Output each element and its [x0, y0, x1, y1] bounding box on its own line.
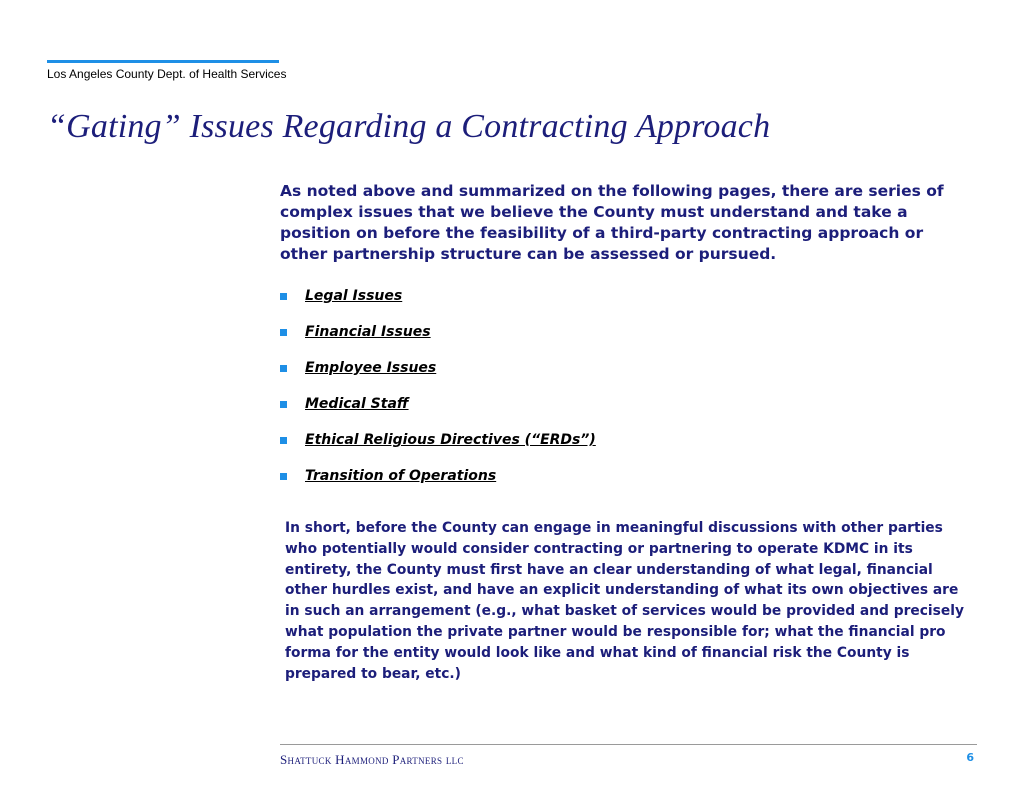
issue-link-erds[interactable]: Ethical Religious Directives (“ERDs”)	[305, 432, 596, 448]
square-bullet-icon	[280, 401, 287, 408]
issue-item-legal	[280, 278, 596, 314]
intro-paragraph: As noted above and summarized on the following pages, there are series of complex issues that we believe the County must understand and take a position on before the feasibility of a third-party contracting approach or other partnership structure can be assessed or pursued.	[280, 182, 944, 263]
issue-item-employee	[280, 350, 596, 386]
issue-item-financial	[280, 314, 596, 350]
square-bullet-icon	[280, 293, 287, 300]
issue-link-financial[interactable]: Financial Issues	[305, 324, 431, 340]
firm-name: Shattuck Hammond Partners llc	[280, 752, 464, 767]
issue-item-medical-staff	[280, 386, 596, 422]
issue-link-employee[interactable]: Employee Issues	[305, 360, 437, 376]
square-bullet-icon	[280, 329, 287, 336]
issue-item-transition	[280, 458, 596, 494]
organization-name: Los Angeles County Dept. of Health Services	[47, 67, 287, 81]
issue-link-legal[interactable]: Legal Issues	[305, 288, 403, 304]
issue-list	[280, 278, 596, 494]
issue-link-transition[interactable]: Transition of Operations	[305, 468, 497, 484]
issue-item-erds	[280, 422, 596, 458]
footer-divider	[280, 744, 977, 745]
square-bullet-icon	[280, 365, 287, 372]
page-number: 6	[966, 751, 974, 764]
issue-link-medical-staff[interactable]: Medical Staff	[305, 396, 409, 412]
square-bullet-icon	[280, 473, 287, 480]
summary-paragraph: In short, before the County can engage in meaningful discussions with other parties who potentially would consider contracting or partnering to operate KDMC in its entirety, the County must first have an clear understanding of what legal, financial other hurdles exist, and have an explicit understanding of what its own objectives are in such an arrangement (e.g., what basket of services would be provided and precisely what population the private partner would be responsible for; what the financial pro forma for the entity would look like and what kind of financial risk the County is prepared to bear, etc.)	[285, 520, 964, 682]
slide-title: “Gating” Issues Regarding a Contracting Approach	[47, 108, 771, 145]
square-bullet-icon	[280, 437, 287, 444]
header-accent-rule	[47, 60, 279, 63]
